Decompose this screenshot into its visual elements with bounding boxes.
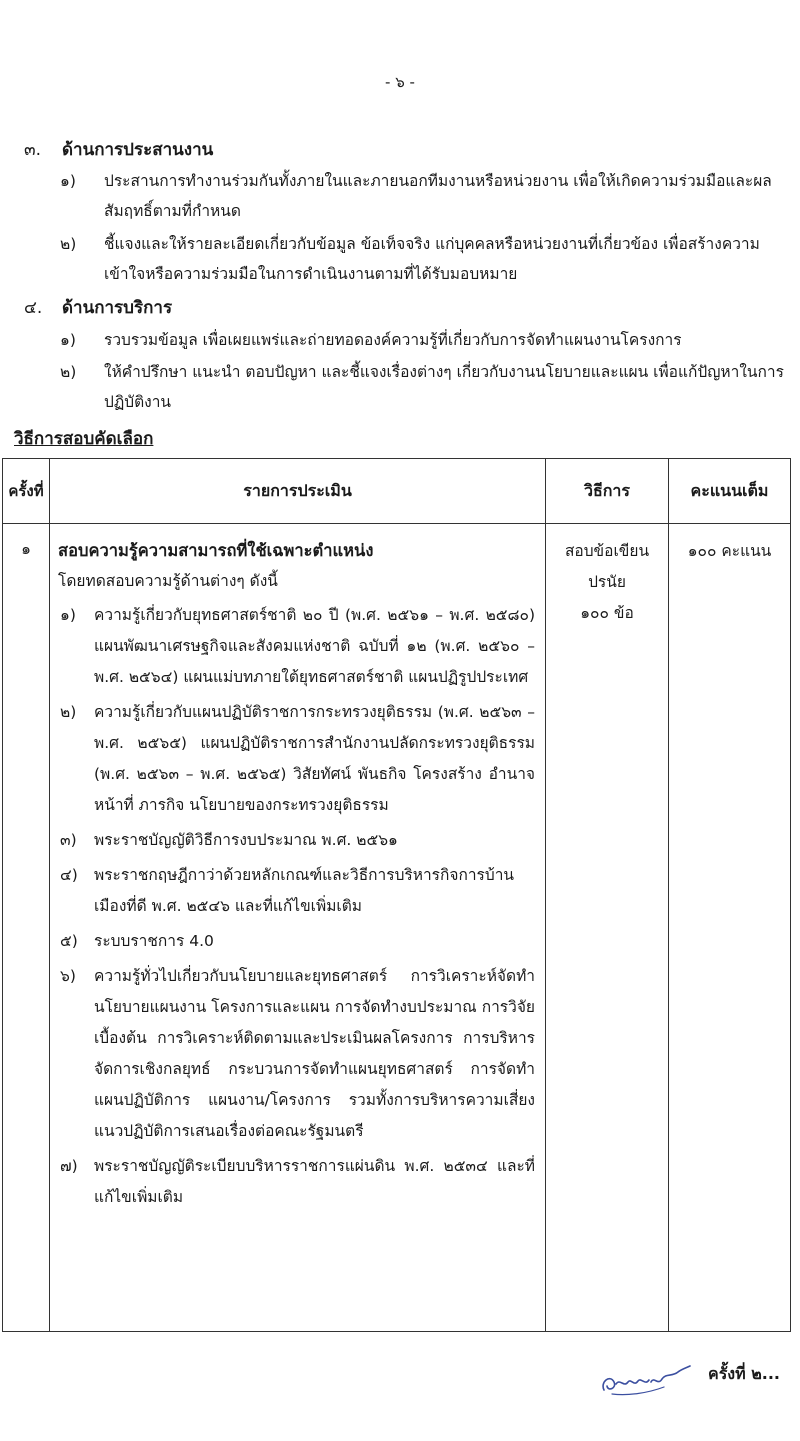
footer-next-page: ครั้งที่ ๒... [708,1364,781,1383]
sub-item [60,1151,535,1213]
row-round: ๑ [3,524,50,1332]
list-item [60,229,785,289]
section-heading-text: ด้านการประสานงาน [62,140,214,160]
sub-item-text: ความรู้เกี่ยวกับยุทธศาสตร์ชาติ ๒๐ ปี (พ.ศ. ๒๕๖๑ – พ.ศ. ๒๕๘๐) แผนพัฒนาเศรษฐกิจและสังคมแห่งชาติ ฉบับที่ ๑๒ (พ.ศ. ๒๕๖๐ – พ.ศ. ๒๕๖๔) แผนแม่บทภายใต้ยุทธศาสตร์ชาติ แผนปฏิรูปประเทศ [94,606,535,686]
section-number: ๔. [24,298,43,318]
section-heading [24,294,172,321]
section-heading [24,136,213,163]
sub-item-text: ความรู้ทั่วไปเกี่ยวกับนโยบายและยุทธศาสตร์ การวิเคราะห์จัดทำนโยบายแผนงาน โครงการและแผน การจัดทำงบประมาณ การวิจัยเบื้องต้น การวิเคราะห์ติดตามและประเมินผลโครงการ การบริหารจัดการเชิงกลยุทธ์ กระบวนการจัดทำแผนยุทธศาสตร์ การจัดทำแผนปฏิบัติการ แผนงาน/โครงการ รวมทั้งการบริหารความเสี่ยง แนวปฏิบัติการเสนอเรื่องต่อคณะรัฐมนตรี [94,967,535,1140]
item-text: ให้คำปรึกษา แนะนำ ตอบปัญหา และชี้แจงเรื่องต่างๆ เกี่ยวกับงานนโยบายและแผน เพื่อแก้ปัญหาในการปฏิบัติงาน [104,363,784,411]
list-item [60,166,785,226]
sub-item-number: ๓) [60,831,77,849]
list-item [60,325,785,355]
sub-item-number: ๖) [60,967,76,985]
sub-item-number: ๔) [60,866,78,884]
sub-item-text: พระราชบัญญัติวิธีการงบประมาณ พ.ศ. ๒๕๖๑ [94,831,398,849]
header-round: ครั้งที่ [3,459,50,524]
header-method: วิธีการ [546,459,669,524]
sub-item [60,825,535,856]
page-number: - ๖ - [385,73,415,91]
exam-table [2,458,791,1332]
sub-item-text: ระบบราชการ 4.0 [94,932,214,950]
item-number: ๑) [60,331,76,349]
sub-item [60,600,535,693]
table-header-row [3,459,791,524]
topic-title: สอบความรู้ความสามารถที่ใช้เฉพาะตำแหน่ง [58,541,374,560]
sub-item [60,697,535,821]
list-item [60,357,785,417]
topic-intro: โดยทดสอบความรู้ด้านต่างๆ ดังนี้ [58,572,278,590]
item-text: ชี้แจงและให้รายละเอียดเกี่ยวกับข้อมูล ข้อเท็จจริง แก่บุคคลหรือหน่วยงานที่เกี่ยวข้อง เพื่อสร้างความเข้าใจหรือความร่วมมือในการดำเนินงานตามที่ได้รับมอบหมาย [104,235,760,283]
signature-image [598,1360,693,1400]
section-number: ๓. [24,140,42,160]
sub-item-text: พระราชกฤษฎีกาว่าด้วยหลักเกณฑ์และวิธีการบริหารกิจการบ้านเมืองที่ดี พ.ศ. ๒๕๔๖ และที่แก้ไขเพิ่มเติม [94,866,515,915]
row-score: ๑๐๐ คะแนน [669,524,791,1332]
table-row [3,524,791,1332]
header-score: คะแนนเต็ม [669,459,791,524]
header-topic: รายการประเมิน [50,459,546,524]
sub-item-number: ๒) [60,703,77,721]
item-text: ประสานการทำงานร่วมกันทั้งภายในและภายนอกทีมงานหรือหน่วยงาน เพื่อให้เกิดความร่วมมือและผลสัมฤทธิ์ตามที่กำหนด [104,172,772,220]
method-line: ปรนัย [588,573,626,591]
section-heading-text: ด้านการบริการ [62,298,173,318]
sub-item-number: ๕) [60,932,78,950]
item-number: ๒) [60,235,77,253]
method-line: สอบข้อเขียน [564,542,650,560]
row-method [546,524,669,1332]
sub-item-number: ๗) [60,1157,78,1175]
sub-item [60,926,535,957]
row-topic [50,524,546,1332]
item-text: รวบรวมข้อมูล เพื่อเผยแพร่และถ่ายทอดองค์ความรู้ที่เกี่ยวกับการจัดทำแผนงานโครงการ [104,331,682,349]
item-number: ๒) [60,363,77,381]
sub-item [60,961,535,1147]
sub-item-number: ๑) [60,606,76,624]
sub-item [60,860,535,922]
method-line: ๑๐๐ ข้อ [580,604,634,622]
method-title: วิธีการสอบคัดเลือก [14,429,154,449]
sub-item-text: พระราชบัญญัติระเบียบบริหารราชการแผ่นดิน พ.ศ. ๒๕๓๔ และที่แก้ไขเพิ่มเติม [94,1157,535,1206]
item-number: ๑) [60,172,76,190]
sub-item-text: ความรู้เกี่ยวกับแผนปฏิบัติราชการกระทรวงยุติธรรม (พ.ศ. ๒๕๖๓ – พ.ศ. ๒๕๖๕) แผนปฏิบัติราชการสำนักงานปลัดกระทรวงยุติธรรม (พ.ศ. ๒๕๖๓ – พ.ศ. ๒๕๖๕) วิสัยทัศน์ พันธกิจ โครงสร้าง อำนาจหน้าที่ ภารกิจ นโยบายของกระทรวงยุติธรรม [94,703,535,814]
